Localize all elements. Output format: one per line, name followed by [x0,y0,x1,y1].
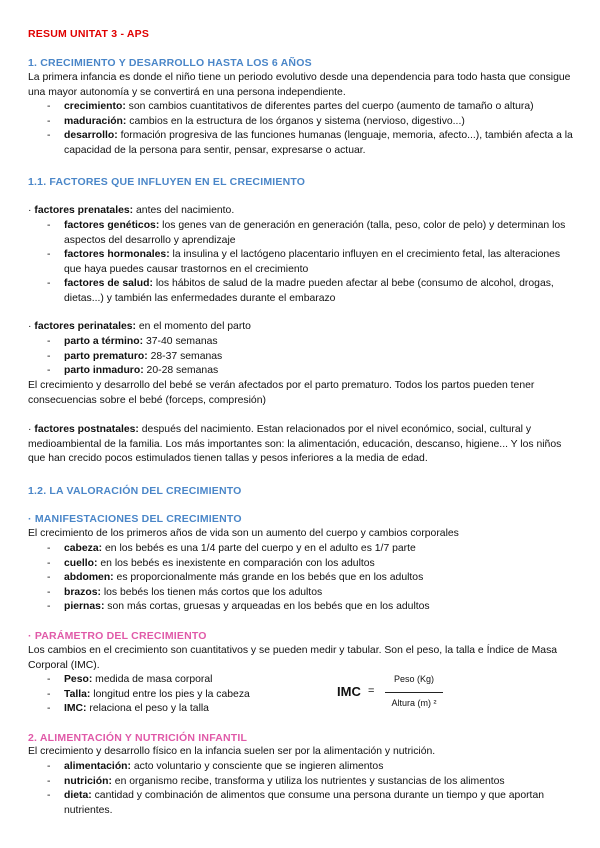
section-2-intro: El crecimiento y desarrollo físico en la infancia suelen ser por la alimentación y nutrición. [28,746,436,757]
list-item: - parto a término: 37-40 semanas [28,335,576,350]
list-item: - factores genéticos: los genes van de generación en generación (talla, peso, color de pelo) y determinan los aspectos del desarrollo y aprendizaje [28,219,576,248]
list-item: - cuello: en los bebés es inexistente en comparación con los adultos [28,557,576,572]
list-item: - parto inmaduro: 20-28 semanas [28,364,576,379]
list-item: - maduración: cambios en la estructura de los órganos y sistema (nervioso, digestivo...) [28,115,576,130]
list-item: - crecimiento: son cambios cuantitativos de diferentes partes del cuerpo (aumento de tamaño o altura) [28,100,576,115]
perinatal-label: · factores perinatales: en el momento del parto [28,321,251,332]
prenatal-list [28,219,576,307]
parametro-intro: Los cambios en el crecimiento son cuantitativos y se pueden medir y tabular. Son el peso, la talla e Índice de Masa Corporal (IMC). [28,645,558,671]
list-item: - Talla: longitud entre los pies y la cabeza [28,688,328,703]
list-item: - Peso: medida de masa corporal [28,673,328,688]
manifestaciones-intro: El crecimiento de los primeros años de vida son un aumento del cuerpo y cambios corporales [28,528,459,539]
formula-numerator: Peso (Kg) [393,674,435,684]
parametro-heading: · PARÁMETRO DEL CRECIMIENTO [28,630,207,642]
section-1-heading: 1. CRECIMIENTO Y DESARROLLO HASTA LOS 6 AÑOS [28,57,312,69]
prenatal-label: · factores prenatales: antes del nacimiento. [28,205,235,216]
section-1-intro: La primera infancia es donde el niño tiene un periodo evolutivo desde una dependencia para todo hasta que consigue una mayor autonomía y se convertirá en una persona independiente. [28,72,571,98]
manifestaciones-heading: · MANIFESTACIONES DEL CRECIMIENTO [28,513,242,525]
list-item: - factores hormonales: la insulina y el lactógeno placentario influyen en el crecimiento fetal, las alteraciones que haya puedes causar trastornos en el crecimiento [28,248,576,277]
postnatal-paragraph: · factores postnatales: después del nacimiento. Estan relacionados por el nivel económico, social, cultural y medioambiental de la familia. Los más importantes son: la alimentación, educación, descanso, higiene... Y los niños que han crecido pocos estimulados tienen tallas y pesos inferiores a la media de edad. [28,424,562,465]
list-item: - piernas: son más cortas, gruesas y arqueadas en los bebés que en los adultos [28,600,576,615]
list-item: - abdomen: es proporcionalmente más grande en los bebés que en los adultos [28,571,576,586]
section-1-list [28,100,576,158]
list-item: - parto prematuro: 28-37 semanas [28,350,576,365]
section-1-1-heading: 1.1. FACTORES QUE INFLUYEN EN EL CRECIMIENTO [28,176,306,188]
section-2-list [28,760,576,818]
parametro-list [28,673,328,717]
list-item: - desarrollo: formación progresiva de las funciones humanas (lenguaje, memoria, afecto...), también afecta a la capacidad de la persona para sentir, pensar, expresarse o actuar. [28,129,576,158]
formula-equals: = [368,685,375,697]
list-item: - cabeza: en los bebés es una 1/4 parte del cuerpo y en el adulto es 1/7 parte [28,542,576,557]
section-2-heading: 2. ALIMENTACIÓN Y NUTRICIÓN INFANTIL [28,732,248,744]
section-1-2-heading: 1.2. LA VALORACIÓN DEL CRECIMIENTO [28,485,242,497]
list-item: - nutrición: en organismo recibe, transforma y utiliza los nutrientes y sustancias de los alimentos [28,775,576,790]
manifestaciones-list [28,542,576,615]
perinatal-list [28,335,576,379]
list-item: - brazos: los bebés los tienen más cortos que los adultos [28,586,576,601]
fraction-bar [385,692,443,693]
list-item: - factores de salud: los hábitos de salud de la madre pueden afectar al bebe (consumo de alcohol, drogas, dietas...) y también las enfermedades durante el embarazo [28,277,576,306]
document-title: RESUM UNITAT 3 - APS [28,28,150,40]
perinatal-note: El crecimiento y desarrollo del bebé se verán afectados por el parto prematuro. Todos los partos pueden tener consecuencias sobre el bebé (forceps, compresión) [28,380,535,406]
list-item: - alimentación: acto voluntario y consciente que se ingieren alimentos [28,760,576,775]
list-item: - IMC: relaciona el peso y la talla [28,702,328,717]
formula-lhs: IMC [337,684,361,699]
imc-formula [333,668,445,718]
formula-denominator: Altura (m) ² [391,698,437,708]
list-item: - dieta: cantidad y combinación de alimentos que consume una persona durante un tiempo y que aportan nutrientes. [28,789,576,818]
